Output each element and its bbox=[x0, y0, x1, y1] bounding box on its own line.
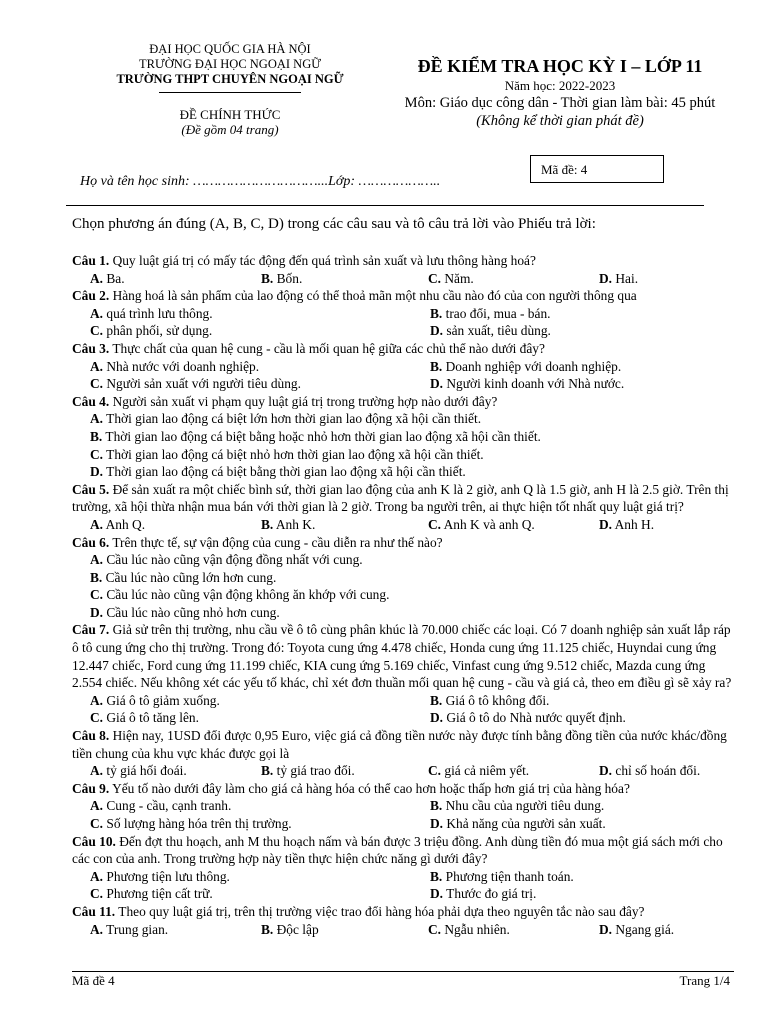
option-text: giá cả niêm yết. bbox=[441, 763, 530, 779]
option-letter: D. bbox=[90, 604, 104, 620]
question-text: Đến đợt thu hoạch, anh M thu hoạch nấm và bán được 3 triệu đồng. Anh dùng tiền đó mua một giá sách mới cho các con của anh. Trong trường hợp này tiền thực hiện chức năng gì dưới đây? bbox=[72, 833, 723, 867]
answer-option bbox=[412, 692, 732, 710]
option-text: phân phối, sử dụng. bbox=[103, 323, 213, 339]
header-divider bbox=[66, 205, 704, 206]
answer-option bbox=[72, 446, 734, 464]
option-text: Phương tiện lưu thông. bbox=[103, 868, 230, 884]
question-number: Câu 5. bbox=[72, 481, 110, 497]
option-text: Giá ô tô giảm xuống. bbox=[103, 692, 220, 708]
answer-options bbox=[72, 516, 734, 534]
question-stem bbox=[72, 287, 734, 305]
answer-option bbox=[412, 868, 732, 886]
option-letter: C. bbox=[90, 376, 104, 392]
answer-option bbox=[410, 270, 581, 288]
option-letter: C. bbox=[428, 763, 442, 779]
answer-option bbox=[72, 762, 243, 780]
answer-options bbox=[72, 797, 734, 832]
option-letter: B. bbox=[261, 921, 274, 937]
answer-option bbox=[412, 358, 732, 376]
option-text: Trung gian. bbox=[103, 921, 169, 937]
question-stem bbox=[72, 393, 734, 411]
answer-option bbox=[581, 270, 731, 288]
question-number: Câu 4. bbox=[72, 393, 110, 409]
question-4 bbox=[72, 393, 734, 481]
answer-option bbox=[72, 375, 412, 393]
question-text: Trên thực tế, sự vận động của cung - cầu diễn ra như thế nào? bbox=[109, 534, 443, 550]
option-text: Độc lập bbox=[273, 921, 319, 937]
question-3 bbox=[72, 340, 734, 393]
option-text: Giá ô tô do Nhà nước quyết định. bbox=[443, 710, 626, 726]
answer-option bbox=[72, 709, 412, 727]
option-letter: B. bbox=[430, 358, 443, 374]
question-5 bbox=[72, 481, 734, 534]
option-text: sản xuất, tiêu dùng. bbox=[443, 323, 551, 339]
option-letter: B. bbox=[261, 763, 274, 779]
answer-option bbox=[72, 270, 243, 288]
option-letter: D. bbox=[599, 763, 613, 779]
time-note: (Không kể thời gian phát đề) bbox=[476, 113, 644, 129]
answer-option bbox=[72, 797, 412, 815]
option-text: Anh K và anh Q. bbox=[441, 516, 535, 532]
question-text: Để sản xuất ra một chiếc bình sứ, thời gian lao động của anh K là 2 giờ, anh Q là 1.5 giờ, anh H là 2.5 giờ. Trên thị trường, xã hội thừa nhận mua bán với thời gian là 2 giờ. Trong ba người trên, ai thực hiện tốt nhất quy luật giá trị? bbox=[72, 481, 729, 515]
option-text: Cầu lúc nào cũng vận động không ăn khớp với cung. bbox=[103, 587, 390, 603]
question-stem bbox=[72, 340, 734, 358]
answer-options bbox=[72, 410, 734, 480]
question-6 bbox=[72, 534, 734, 622]
option-text: Giá ô tô tăng lên. bbox=[103, 710, 199, 726]
question-number: Câu 9. bbox=[72, 780, 110, 796]
answer-options bbox=[72, 551, 734, 621]
question-text: Người sản xuất vi phạm quy luật giá trị trong trường hợp nào dưới đây? bbox=[109, 393, 498, 409]
question-2 bbox=[72, 287, 734, 340]
question-stem bbox=[72, 780, 734, 798]
answer-option bbox=[72, 868, 412, 886]
option-text: Anh Q. bbox=[103, 516, 146, 532]
student-info-line: Họ và tên học sinh: …………………………...Lớp: ……………….. bbox=[80, 174, 441, 189]
option-letter: B. bbox=[261, 516, 274, 532]
option-letter: A. bbox=[90, 358, 104, 374]
option-letter: D. bbox=[90, 464, 104, 480]
school-year: Năm học: 2022-2023 bbox=[504, 78, 616, 93]
option-text: Số lượng hàng hóa trên thị trường. bbox=[103, 816, 292, 831]
option-text: Người kinh doanh với Nhà nước. bbox=[443, 376, 625, 392]
question-stem bbox=[72, 534, 734, 552]
option-text: Ngẫu nhiên. bbox=[441, 921, 510, 937]
answer-option bbox=[72, 410, 734, 428]
option-letter: D. bbox=[599, 921, 613, 937]
option-text: Thời gian lao động cá biệt lớn hơn thời gian lao động xã hội cần thiết. bbox=[103, 411, 482, 427]
question-stem bbox=[72, 833, 734, 868]
answer-option bbox=[72, 516, 243, 534]
answer-options bbox=[72, 921, 734, 939]
option-letter: C. bbox=[428, 921, 442, 937]
option-letter: C. bbox=[90, 816, 104, 831]
option-text: Người sản xuất với người tiêu dùng. bbox=[103, 376, 301, 392]
option-letter: D. bbox=[430, 710, 444, 726]
answer-option bbox=[412, 885, 732, 903]
college-name: TRƯỜNG ĐẠI HỌC NGOẠI NGỮ bbox=[139, 57, 321, 71]
answer-options bbox=[72, 358, 734, 393]
option-text: Thời gian lao động cá biệt nhỏ hơn thời gian lao động xã hội cần thiết. bbox=[103, 446, 484, 462]
option-text: quá trình lưu thông. bbox=[103, 305, 213, 321]
question-number: Câu 7. bbox=[72, 622, 110, 638]
school-header bbox=[80, 42, 380, 137]
answer-option bbox=[412, 709, 732, 727]
answer-option bbox=[412, 375, 732, 393]
option-text: trao đổi, mua - bán. bbox=[442, 305, 551, 321]
question-text: Thực chất của quan hệ cung - cầu là mối quan hệ giữa các chủ thể nào dưới đây? bbox=[109, 340, 545, 356]
option-letter: D. bbox=[430, 376, 444, 392]
answer-option bbox=[412, 322, 732, 340]
answer-option bbox=[72, 428, 734, 446]
question-text: Theo quy luật giá trị, trên thị trường việc trao đổi hàng hóa phải dựa theo nguyên tắc nào sau đây? bbox=[115, 903, 645, 919]
option-text: Nhu cầu của người tiêu dung. bbox=[442, 798, 605, 814]
answer-options bbox=[72, 762, 734, 780]
question-11 bbox=[72, 903, 734, 938]
answer-option bbox=[243, 921, 410, 939]
option-text: Ba. bbox=[103, 270, 125, 286]
question-text: Hàng hoá là sản phẩm của lao động có thể thoả mãn một nhu cầu nào đó của con người thông qua bbox=[109, 288, 637, 304]
question-number: Câu 1. bbox=[72, 253, 110, 268]
question-stem bbox=[72, 481, 734, 516]
option-text: Phương tiện thanh toán. bbox=[442, 868, 574, 884]
question-list bbox=[72, 252, 734, 938]
answer-option bbox=[72, 586, 734, 604]
answer-option bbox=[581, 762, 731, 780]
option-letter: B. bbox=[90, 569, 103, 585]
option-text: Anh H. bbox=[612, 516, 655, 532]
option-letter: D. bbox=[430, 323, 444, 339]
answer-option bbox=[72, 921, 243, 939]
answer-option bbox=[72, 885, 412, 903]
question-8 bbox=[72, 727, 734, 780]
question-text: Yếu tố nào dưới đây làm cho giá cả hàng hóa có thể cao hơn hoặc thấp hơn giá trị của hàng hóa? bbox=[109, 780, 630, 796]
question-stem bbox=[72, 621, 734, 691]
option-text: Hai. bbox=[612, 270, 639, 286]
option-text: Anh K. bbox=[273, 516, 316, 532]
option-text: tỷ giá trao đổi. bbox=[273, 763, 355, 779]
option-letter: A. bbox=[90, 763, 104, 779]
option-text: tỷ giá hối đoái. bbox=[103, 763, 187, 779]
option-letter: C. bbox=[90, 323, 104, 339]
option-letter: A. bbox=[90, 411, 104, 427]
option-text: Bốn. bbox=[273, 270, 303, 286]
answer-option bbox=[581, 921, 731, 939]
footer-divider bbox=[72, 971, 734, 972]
page-count-note: (Đề gồm 04 trang) bbox=[181, 122, 279, 137]
option-text: Thước đo giá trị. bbox=[443, 886, 537, 902]
answer-option bbox=[72, 604, 734, 622]
subject-line: Môn: Giáo dục công dân - Thời gian làm bài: 45 phút bbox=[404, 95, 716, 111]
answer-option bbox=[410, 516, 581, 534]
option-letter: D. bbox=[430, 816, 444, 831]
option-letter: A. bbox=[90, 798, 104, 814]
answer-option bbox=[410, 921, 581, 939]
instruction-text: Chọn phương án đúng (A, B, C, D) trong các câu sau và tô câu trả lời vào Phiếu trả lời: bbox=[72, 216, 596, 232]
answer-option bbox=[412, 815, 732, 833]
option-letter: B. bbox=[90, 428, 103, 444]
footer-exam-code: Mã đề 4 bbox=[72, 973, 115, 988]
option-letter: C. bbox=[90, 446, 104, 462]
option-letter: A. bbox=[90, 305, 104, 321]
university-name: ĐẠI HỌC QUỐC GIA HÀ NỘI bbox=[149, 42, 311, 56]
option-text: Ngang giá. bbox=[612, 921, 675, 937]
question-text: Quy luật giá trị có mấy tác động đến quá trình sản xuất và lưu thông hàng hoá? bbox=[109, 253, 536, 268]
question-9 bbox=[72, 780, 734, 833]
question-text: Giả sử trên thị trường, nhu cầu về ô tô cùng phân khúc là 70.000 chiếc các loại. Có 7 doanh nghiệp sản xuất lắp ráp ô tô cung ứng cho thị trường. Trong đó: Toyota cung ứng 4.478 chiếc, Honda cung ứng 11.125 chiếc, Huyndai cung ứng 12.447 chiếc, Ford cung ứng 11.199 chiếc, KIA cung ứng 5.169 chiếc, Vinfast cung ứng 9.512 chiếc, Mazda cung ứng 2.554 chiếc. Nếu không xét các yếu tố khác, chỉ xét đơn thuần mối quan hệ cung - cầu và giá cả, theo em điều gì sẽ xảy ra? bbox=[72, 622, 732, 691]
answer-option bbox=[72, 463, 734, 481]
option-letter: B. bbox=[430, 798, 443, 814]
answer-options bbox=[72, 692, 734, 727]
question-text: Hiện nay, 1USD đổi được 0,95 Euro, việc giá cả đồng tiền nước này được tính bằng đồng tiền của nước khác/đồng tiền chung của khu vực khác được gọi là bbox=[72, 728, 727, 761]
option-letter: B. bbox=[430, 692, 443, 708]
option-letter: C. bbox=[428, 270, 442, 286]
option-text: Nhà nước với doanh nghiệp. bbox=[103, 358, 260, 374]
answer-option bbox=[581, 516, 731, 534]
question-number: Câu 11. bbox=[72, 903, 116, 919]
question-number: Câu 3. bbox=[72, 340, 110, 356]
footer-page-number: Trang 1/4 bbox=[679, 973, 730, 988]
answer-option bbox=[72, 322, 412, 340]
option-letter: C. bbox=[90, 710, 104, 726]
answer-option bbox=[72, 569, 734, 587]
answer-options bbox=[72, 868, 734, 903]
answer-option bbox=[243, 762, 410, 780]
exam-header bbox=[372, 54, 748, 130]
option-text: Giá ô tô không đổi. bbox=[442, 692, 550, 708]
option-text: chỉ số hoán đổi. bbox=[612, 763, 701, 779]
question-stem bbox=[72, 727, 734, 762]
question-10 bbox=[72, 833, 734, 903]
school-name: TRƯỜNG THPT CHUYÊN NGOẠI NGỮ bbox=[116, 72, 344, 86]
answer-option bbox=[412, 797, 732, 815]
option-letter: B. bbox=[430, 305, 443, 321]
answer-option bbox=[412, 305, 732, 323]
option-letter: D. bbox=[599, 270, 613, 286]
answer-option bbox=[243, 516, 410, 534]
answer-option bbox=[243, 270, 410, 288]
question-1 bbox=[72, 252, 734, 287]
option-text: Khả năng của người sản xuất. bbox=[443, 816, 606, 831]
question-7 bbox=[72, 621, 734, 727]
option-text: Cầu lúc nào cũng nhỏ hơn cung. bbox=[103, 604, 280, 620]
question-stem bbox=[72, 252, 734, 270]
answer-option bbox=[72, 692, 412, 710]
question-number: Câu 2. bbox=[72, 288, 110, 304]
option-letter: A. bbox=[90, 270, 104, 286]
option-letter: B. bbox=[261, 270, 274, 286]
question-number: Câu 10. bbox=[72, 833, 116, 849]
option-text: Doanh nghiệp với doanh nghiệp. bbox=[442, 358, 622, 374]
exam-title: ĐỀ KIỂM TRA HỌC KỲ I – LỚP 11 bbox=[417, 56, 703, 76]
option-letter: D. bbox=[430, 886, 444, 902]
option-letter: D. bbox=[599, 516, 613, 532]
answer-options bbox=[72, 270, 734, 288]
answer-options bbox=[72, 305, 734, 340]
answer-option bbox=[72, 305, 412, 323]
answer-option bbox=[72, 358, 412, 376]
exam-code-box: Mã đề: 4 bbox=[530, 155, 664, 183]
question-number: Câu 8. bbox=[72, 728, 110, 744]
option-letter: A. bbox=[90, 921, 104, 937]
option-text: Thời gian lao động cá biệt bằng thời gian lao động xã hội cần thiết. bbox=[103, 464, 466, 480]
option-letter: C. bbox=[428, 516, 442, 532]
school-underline bbox=[159, 92, 301, 93]
question-number: Câu 6. bbox=[72, 534, 110, 550]
option-text: Cung - cầu, cạnh tranh. bbox=[103, 798, 232, 814]
option-letter: C. bbox=[90, 587, 104, 603]
option-letter: A. bbox=[90, 868, 104, 884]
option-text: Thời gian lao động cá biệt bằng hoặc nhỏ hơn thời gian lao động xã hội cần thiết. bbox=[102, 428, 541, 444]
question-stem bbox=[72, 903, 734, 921]
option-text: Cầu lúc nào cũng vận động đồng nhất với cung. bbox=[103, 552, 363, 568]
answer-option bbox=[72, 551, 734, 569]
option-letter: A. bbox=[90, 692, 104, 708]
answer-option bbox=[410, 762, 581, 780]
option-letter: B. bbox=[430, 868, 443, 884]
option-text: Cầu lúc nào cũng lớn hơn cung. bbox=[102, 569, 277, 585]
answer-option bbox=[72, 815, 412, 833]
option-letter: A. bbox=[90, 516, 104, 532]
official-label: ĐỀ CHÍNH THỨC bbox=[179, 107, 281, 122]
option-text: Năm. bbox=[441, 270, 474, 286]
option-letter: A. bbox=[90, 552, 104, 568]
option-text: Phương tiện cất trữ. bbox=[103, 886, 213, 902]
option-letter: C. bbox=[90, 886, 104, 902]
